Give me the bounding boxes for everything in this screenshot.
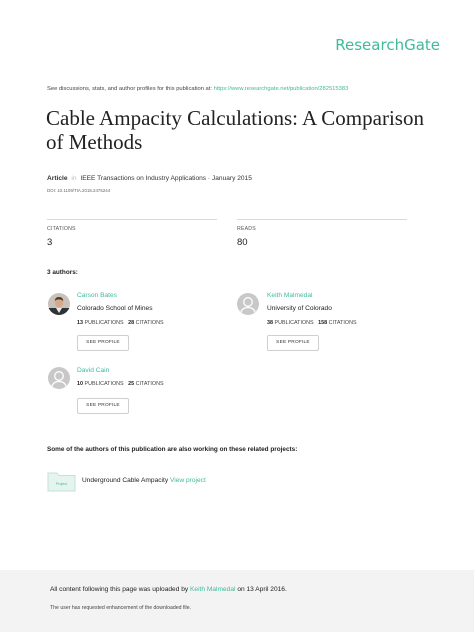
citations-label: CITATIONS <box>328 320 357 326</box>
author-stats <box>77 381 164 387</box>
avatar-photo[interactable] <box>48 293 70 315</box>
reads-count: 80 <box>237 237 248 248</box>
author-stats <box>77 320 164 326</box>
divider <box>237 219 407 220</box>
publications-label: PUBLICATIONS <box>84 381 124 387</box>
publications-count: 38 <box>267 320 273 326</box>
author-name[interactable]: Carson Bates <box>77 292 117 299</box>
upload-suffix: on 13 April 2016. <box>235 586 287 593</box>
divider <box>47 219 217 220</box>
article-venue: IEEE Transactions on Industry Applications · January 2015 <box>80 175 252 182</box>
author-institution: Colorado School of Mines <box>77 305 153 312</box>
citations-count: 25 <box>128 381 135 387</box>
author-institution: University of Colorado <box>267 305 332 312</box>
upload-info <box>50 586 287 593</box>
page-title: Cable Ampacity Calculations: A Comparison of Methods <box>46 106 424 154</box>
publications-count: 10 <box>77 381 83 387</box>
view-project-link[interactable]: View project <box>169 477 206 484</box>
meta-separator: in <box>71 175 77 182</box>
author-name[interactable]: Keith Malmedal <box>267 292 313 299</box>
see-profile-button[interactable]: SEE PROFILE <box>77 335 129 351</box>
notice-text: See discussions, stats, and author profiles for this publication at: <box>47 86 214 92</box>
researchgate-logo[interactable]: ResearchGate <box>335 36 440 54</box>
author-name[interactable]: David Cain <box>77 367 110 374</box>
project-icon-label: Project <box>55 482 68 486</box>
citations-count: 3 <box>47 237 53 248</box>
project-folder-icon[interactable] <box>47 470 76 492</box>
project-name: Underground Cable Ampacity <box>82 477 169 484</box>
author-stats <box>267 320 357 326</box>
upload-prefix: All content following this page was uploaded by <box>50 586 191 593</box>
citations-count: 158 <box>318 320 328 326</box>
article-doi: DOI: 10.1109/TIA.2015.2475244 <box>47 188 111 193</box>
publications-count: 13 <box>77 320 83 326</box>
reads-label: READS <box>237 226 256 232</box>
related-projects-heading: Some of the authors of this publication are also working on these related projects: <box>47 446 298 453</box>
citations-label: CITATIONS <box>47 226 76 232</box>
see-profile-button[interactable]: SEE PROFILE <box>267 335 319 351</box>
citations-label: CITATIONS <box>135 320 164 326</box>
enhancement-note: The user has requested enhancement of the downloaded file. <box>50 605 192 611</box>
publications-label: PUBLICATIONS <box>274 320 314 326</box>
citations-label: CITATIONS <box>135 381 164 387</box>
authors-heading: 3 authors: <box>47 269 78 276</box>
project-item <box>82 477 206 484</box>
citations-count: 28 <box>128 320 135 326</box>
publications-label: PUBLICATIONS <box>84 320 124 326</box>
uploader-link[interactable]: Keith Malmedal <box>190 586 236 593</box>
discussion-notice <box>47 86 348 92</box>
avatar-placeholder-icon[interactable] <box>237 293 259 315</box>
avatar-placeholder-icon[interactable] <box>48 367 70 389</box>
article-meta <box>47 175 252 182</box>
publication-link[interactable]: https://www.researchgate.net/publication/282515383 <box>213 86 349 92</box>
footer <box>0 570 474 632</box>
article-type: Article <box>47 175 68 182</box>
see-profile-button[interactable]: SEE PROFILE <box>77 398 129 414</box>
